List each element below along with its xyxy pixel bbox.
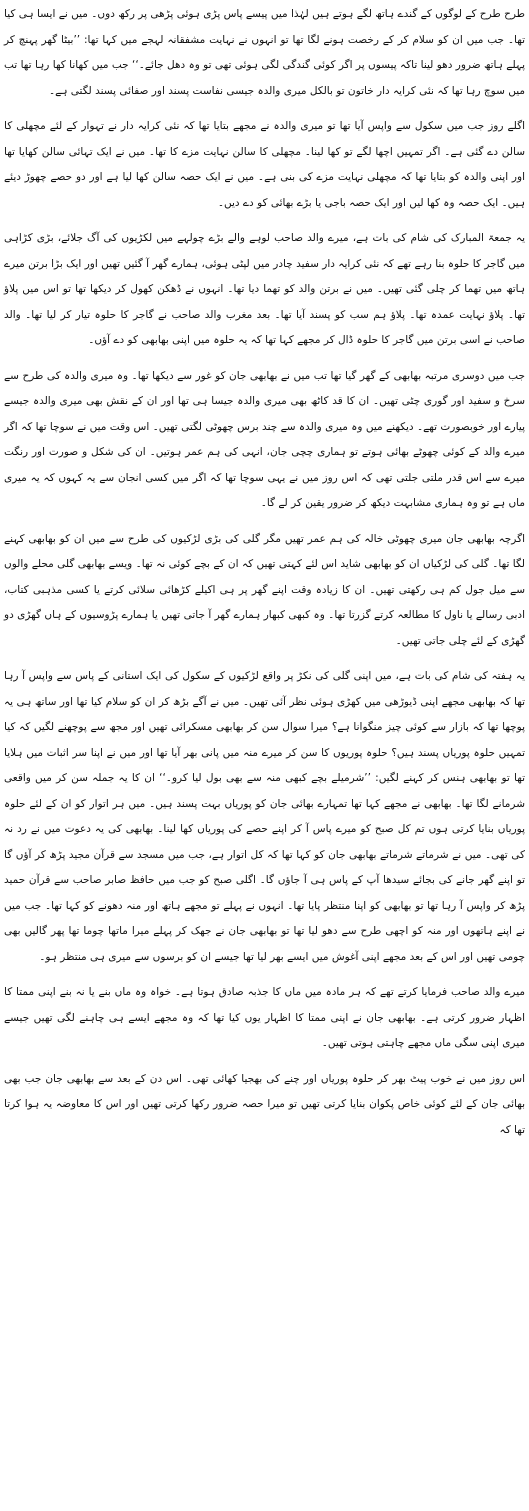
paragraph: یہ ہفتہ کی شام کی بات ہے، میں اپنی گلی کی نکڑ پر واقع لڑکیوں کے سکول کی ایک استانی کے پاس سے واپس آ رہا تھا کہ بھابھی مجھے اپنی ڈیوڑھی میں کھڑی ہوئی نظر آئی تھیں۔ میں نے آگے بڑھ کر ان کو سلام کیا تھا اور ساتھ ہی یہ پوچھا تھا کہ بازار سے کوئی چیز منگوانا ہے؟ میرا سوال سن کر بھابھی مسکرائی تھیں اور مجھ سے پوچھنے لگیں کہ کیا تمہیں حلوہ پوریاں پسند ہیں؟ حلوہ پوریوں کا سن کر میرے منہ میں پانی بھر آیا تھا اور میں نے اپنا سر اثبات میں ہلایا تھا تو بھابھی ہنس کر کہنے لگیں: ’’شرمیلے بچے کبھی منہ سے بھی بول لیا کرو۔‘‘ ان کا یہ جملہ سن کر میں واقعی شرمانے لگا تھا۔ بھابھی نے مجھے کہا تھا تمہارے بھائی جان کو پوریاں بہت پسند ہیں۔ میں ہر اتوار کو ان کے لئے حلوہ پوریاں بنایا کرتی ہوں تم کل صبح کو میرے پاس آ کر اپنے حصے کی پوریاں کھا لینا۔ بھابھی کی یہ دعوت میں نے رد نہ کی تھی۔ میں نے شرماتے شرماتے بھابھی جان کو کہا تھا کہ کل اتوار ہے، جب میں مسجد سے قرآن مجید پڑھ کر آؤں گا تو اپنے گھر جانے کی بجائے سیدھا آپ کے پاس ہی آ جاؤں گا۔ اگلی صبح کو جب میں حافظ صابر صاحب سے قرآن حمید پڑھ کر واپس آ رہا تھا تو بھابھی کو اپنا منتظر پایا تھا۔ انہوں نے پہلے تو مجھے ہاتھ اور منہ دھونے کو کہا تھا۔ جب میں نے اپنے ہاتھوں اور منہ کو اچھی طرح سے دھو لیا تھا تو بھابھی جان نے جھک کر پہلے میرا ماتھا چوما تھا پھر گالیں بھی چومی تھیں اور اس کے بعد مجھے اپنی آغوش میں ایسے بھر لیا تھا جیسے ان کو برسوں سے میری ہی منتظر ہو۔ <box>4 670 525 963</box>
paragraph: یہ جمعۃ المبارک کی شام کی بات ہے، میرے والد صاحب لوہے والے بڑے چولہے میں لکڑیوں کی آگ جلائے، بڑی کڑاہی میں گاجر کا حلوہ بنا رہے تھے کہ نئی کرایہ دار سفید چادر میں لپٹی ہوئی، ہمارے گھر آ گئیں تھیں اور ایک بڑا برتن میرے ہاتھ میں تھما کر چلی گئی تھیں۔ میں نے برتن والد کو تھما دیا تھا۔ انہوں نے ڈھکن کھول کر دیکھا تھا تو اس میں پلاؤ تھا۔ پلاؤ نہایت عمدہ تھا۔ پلاؤ ہم سب کو پسند آیا تھا۔ بعد مغرب والد صاحب نے گاجر کا حلوہ تیار کر لیا تھا۔ والد صاحب نے اسی برتن میں گاجر کا حلوہ ڈال کر مجھے کہا تھا کہ یہ حلوہ میں اپنی بھابھی کو دے آؤں۔ <box>4 232 525 346</box>
paragraph: جب میں دوسری مرتبہ بھابھی کے گھر گیا تھا تب میں نے بھابھی جان کو غور سے دیکھا تھا۔ وہ میری والدہ کی طرح سے سرخ و سفید اور گوری چٹی تھیں۔ ان کا قد کاٹھ بھی میری والدہ جیسا ہی تھا اور ان کے نقش بھی میری والدہ جیسے پیارے اور خوبصورت تھے۔ دیکھنے میں وہ میری والدہ سے چند برس چھوٹی لگتی تھیں۔ اس وقت میں نے سوچا تھا کہ اگر میرے والد کے کوئی چھوٹے بھائی ہوتے تو ہماری چچی جان، انہی کی ہم عمر ہوتیں۔ ان کی شکل و صورت اور رنگت میرے سے اس قدر ملتی جلتی تھی کہ اس روز میں نے یہی سوچا تھا کہ اگر میں کسی انجان سے یہ کہوں کہ یہ میری ماں ہے تو وہ ہماری مشابہت دیکھ کر ضرور یقین کر لے گا۔ <box>4 369 525 509</box>
paragraph: اگرچہ بھابھی جان میری چھوٹی خالہ کی ہم عمر تھیں مگر گلی کی بڑی لڑکیوں کی طرح سے میں ان کو بھابھی کہنے لگا تھا۔ گلی کی لڑکیاں ان کو بھابھی شاید اس لئے کہتی تھیں کہ ان کے بچے کوئی نہ تھا۔ ویسے بھابھی گلی محلے والوں سے میل جول کم ہی رکھتی تھیں۔ ان کا زیادہ وقت اپنے گھر پر ہی اکیلے کڑھائی سلائی کرتے یا کسی مذہبی کتاب، ادبی رسالے یا ناول کا مطالعہ کرتے گزرتا تھا۔ وہ کبھی کبھار ہمارے گھر آ جاتی تھیں یا ہمارے پڑوسیوں کے ہاں گھڑی دو گھڑی کے لئے چلی جاتی تھیں۔ <box>4 532 525 647</box>
paragraph: میرے والد صاحب فرمایا کرتے تھے کہ ہر مادہ میں ماں کا جذبہ صادق ہوتا ہے۔ خواہ وہ ماں بنے یا نہ بنے اپنی ممتا کا اظہار ضرور کرتی ہے۔ بھابھی جان نے اپنی ممتا کا اظہار یوں کیا تھا کہ وہ مجھے ایسے ہی چاہنے لگی تھیں جیسے میری اپنی سگی ماں مجھے چاہتی ہوتی تھیں۔ <box>4 986 525 1049</box>
paragraph: طرح طرح کے لوگوں کے گندے ہاتھ لگے ہوتے ہیں لہٰذا میں پیسے پاس پڑی ہوئی پڑھی پر رکھ دوں۔ میں نے ایسا ہی کیا تھا۔ جب میں ان کو سلام کر کے رخصت ہونے لگا تھا تو انہوں نے نہایت مشفقانہ لہجے میں کہا تھا: ’’بیٹا گھر پہنچ کر پہلے ہاتھ ضرور دھو لینا تاکہ پیسوں پر اگر کوئی گندگی لگی ہوئی تھی تو وہ دھل جائے۔‘‘ جب میں کھانا کھا رہا تھا تب میں سوچ رہا تھا کہ نئی کرایہ دار خاتون تو بالکل میری والدہ جیسی نفاست پسند اور صفائی پسند لگتی ہے۔ <box>4 8 525 97</box>
paragraph: اگلے روز جب میں سکول سے واپس آیا تھا تو میری والدہ نے مجھے بتایا تھا کہ نئی کرایہ دار نے تہوار کے لئے مچھلی کا سالن دے گئی ہے۔ اگر تمہیں اچھا لگے تو کھا لینا۔ مچھلی کا سالن نہایت مزے کا تھا۔ میں نے ایک تہائی سالن کھایا تھا اور اپنی والدہ کو بتایا تھا کہ مچھلی نہایت مزے کی بنی ہے۔ میں نے ایک حصہ سالن کھا لیا ہے اور دو حصے چھوڑ دیئے ہیں۔ ایک حصہ وہ کھا لیں اور ایک حصہ باجی یا بڑے بھائی کو دے دیں۔ <box>4 120 525 209</box>
paragraph: اس روز میں نے خوب پیٹ بھر کر حلوہ پوریاں اور چنے کی بھجیا کھائی تھی۔ اس دن کے بعد سے بھابھی جان جب بھی بھائی جان کے لئے کوئی خاص پکوان بنایا کرتی تھیں تو میرا حصہ ضرور رکھا کرتی تھیں اور اس کا معاوضہ یہ ہوا کرتا تھا کہ <box>4 1072 525 1136</box>
